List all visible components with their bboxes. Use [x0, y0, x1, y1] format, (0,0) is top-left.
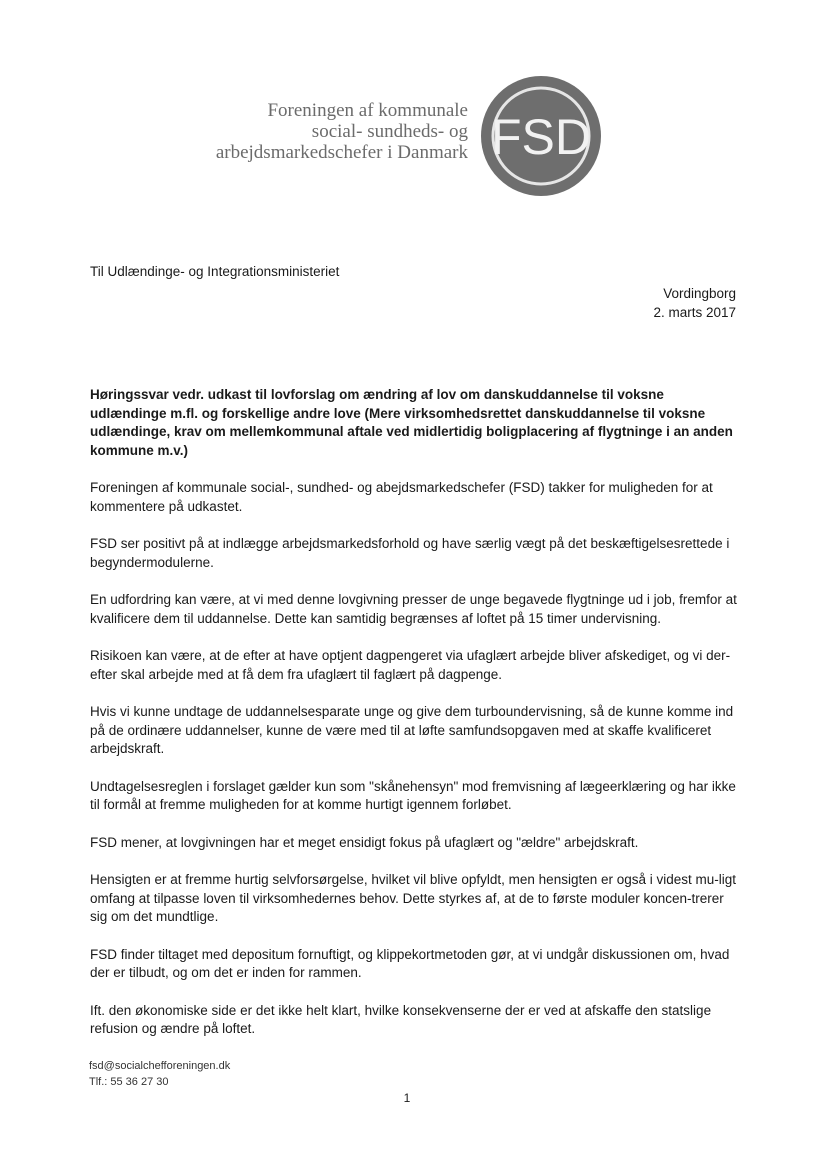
paragraph: Risikoen kan være, at de efter at have optjent dagpengeret via ufaglært arbejde bliver afskediget, og vi der-efter skal arbejde med at få dem fra ufaglært til faglært på dagpenge. [90, 648, 731, 682]
paragraph: Ift. den økonomiske side er det ikke helt klart, hvilke konsekvenserne der er ved at afskaffe den statslige refusion og ændre på loftet. [90, 1002, 712, 1036]
paragraph: FSD mener, at lovgivningen har et meget ensidigt fokus på ufaglært og "ældre" arbejdskraft. [90, 834, 639, 850]
org-name-line-3: arbejdsmarkedschefer i Danmark [215, 142, 468, 163]
place-date [653, 284, 736, 322]
paragraph: En udfordring kan være, at vi med denne lovgivning presser de unge begavede flygtninge ud i job, fremfor at kvalificere dem til uddannelse. Dette kan samtidig begrænses af loftet på 15 timer undervisning. [90, 592, 737, 626]
logo-text: FSD [491, 109, 591, 165]
recipient: Til Udlændinge- og Integrationsministeriet [90, 264, 340, 279]
paragraph: Undtagelsesreglen i forslaget gælder kun som "skånehensyn" mod fremvisning af lægeerklæring og har ikke til formål at fremme muligheden for at komme hurtigt igennem forløbet. [90, 778, 736, 812]
date: 2. marts 2017 [653, 305, 736, 320]
paragraph: Hensigten er at fremme hurtig selvforsørgelse, hvilket vil blive opfyldt, men hensigten er også i videst mu-ligt omfang at tilpasse loven til virksomhedernes behov. Dette styrkes af, at de to første moduler koncen-trerer sig om det mundtlige. [90, 872, 737, 924]
paragraph: Foreningen af kommunale social-, sundhed- og abejdsmarkedschefer (FSD) takker for muligheden for at kommentere på udkastet. [90, 480, 713, 514]
paragraph: FSD ser positivt på at indlægge arbejdsmarkedsforhold og have særlig vægt på det beskæftigelsesrettede i begyndermodulerne. [90, 536, 730, 570]
organization-name [216, 100, 468, 163]
letter-body [90, 386, 740, 1058]
footer-phone: Tlf.: 55 36 27 30 [89, 1076, 169, 1088]
footer-contact [89, 1058, 230, 1090]
org-name-line-1: Foreningen af kommunale [267, 100, 468, 121]
subject-heading: Høringssvar vedr. udkast til lovforslag om ændring af lov om danskuddannelse til voksne udlændinge m.fl. og forskellige andre love (Mere virksomhedsrettet danskuddannelse til voksne udlændinge, krav om mellemkommunal aftale ved midlertidig boligplacering af flygtninge i an anden kommune m.v.) [90, 387, 733, 458]
paragraph: FSD finder tiltaget med depositum fornuftigt, og klippekortmetoden gør, at vi undgår diskussionen om, hvad der er tilbudt, og om det er inden for rammen. [90, 946, 730, 980]
paragraph: Hvis vi kunne undtage de uddannelsesparate unge og give dem turboundervisning, så de kunne komme ind på de ordinære uddannelser, kunne de være med til at løfte samfundsopgaven med at skaffe kvalificeret arbejdskraft. [90, 704, 734, 756]
footer-email: fsd@socialchefforeningen.dk [89, 1060, 231, 1072]
org-name-line-2: social- sundheds- og [311, 121, 468, 142]
page-number: 1 [403, 1091, 411, 1105]
fsd-logo [480, 75, 602, 197]
place: Vordingborg [663, 286, 736, 301]
